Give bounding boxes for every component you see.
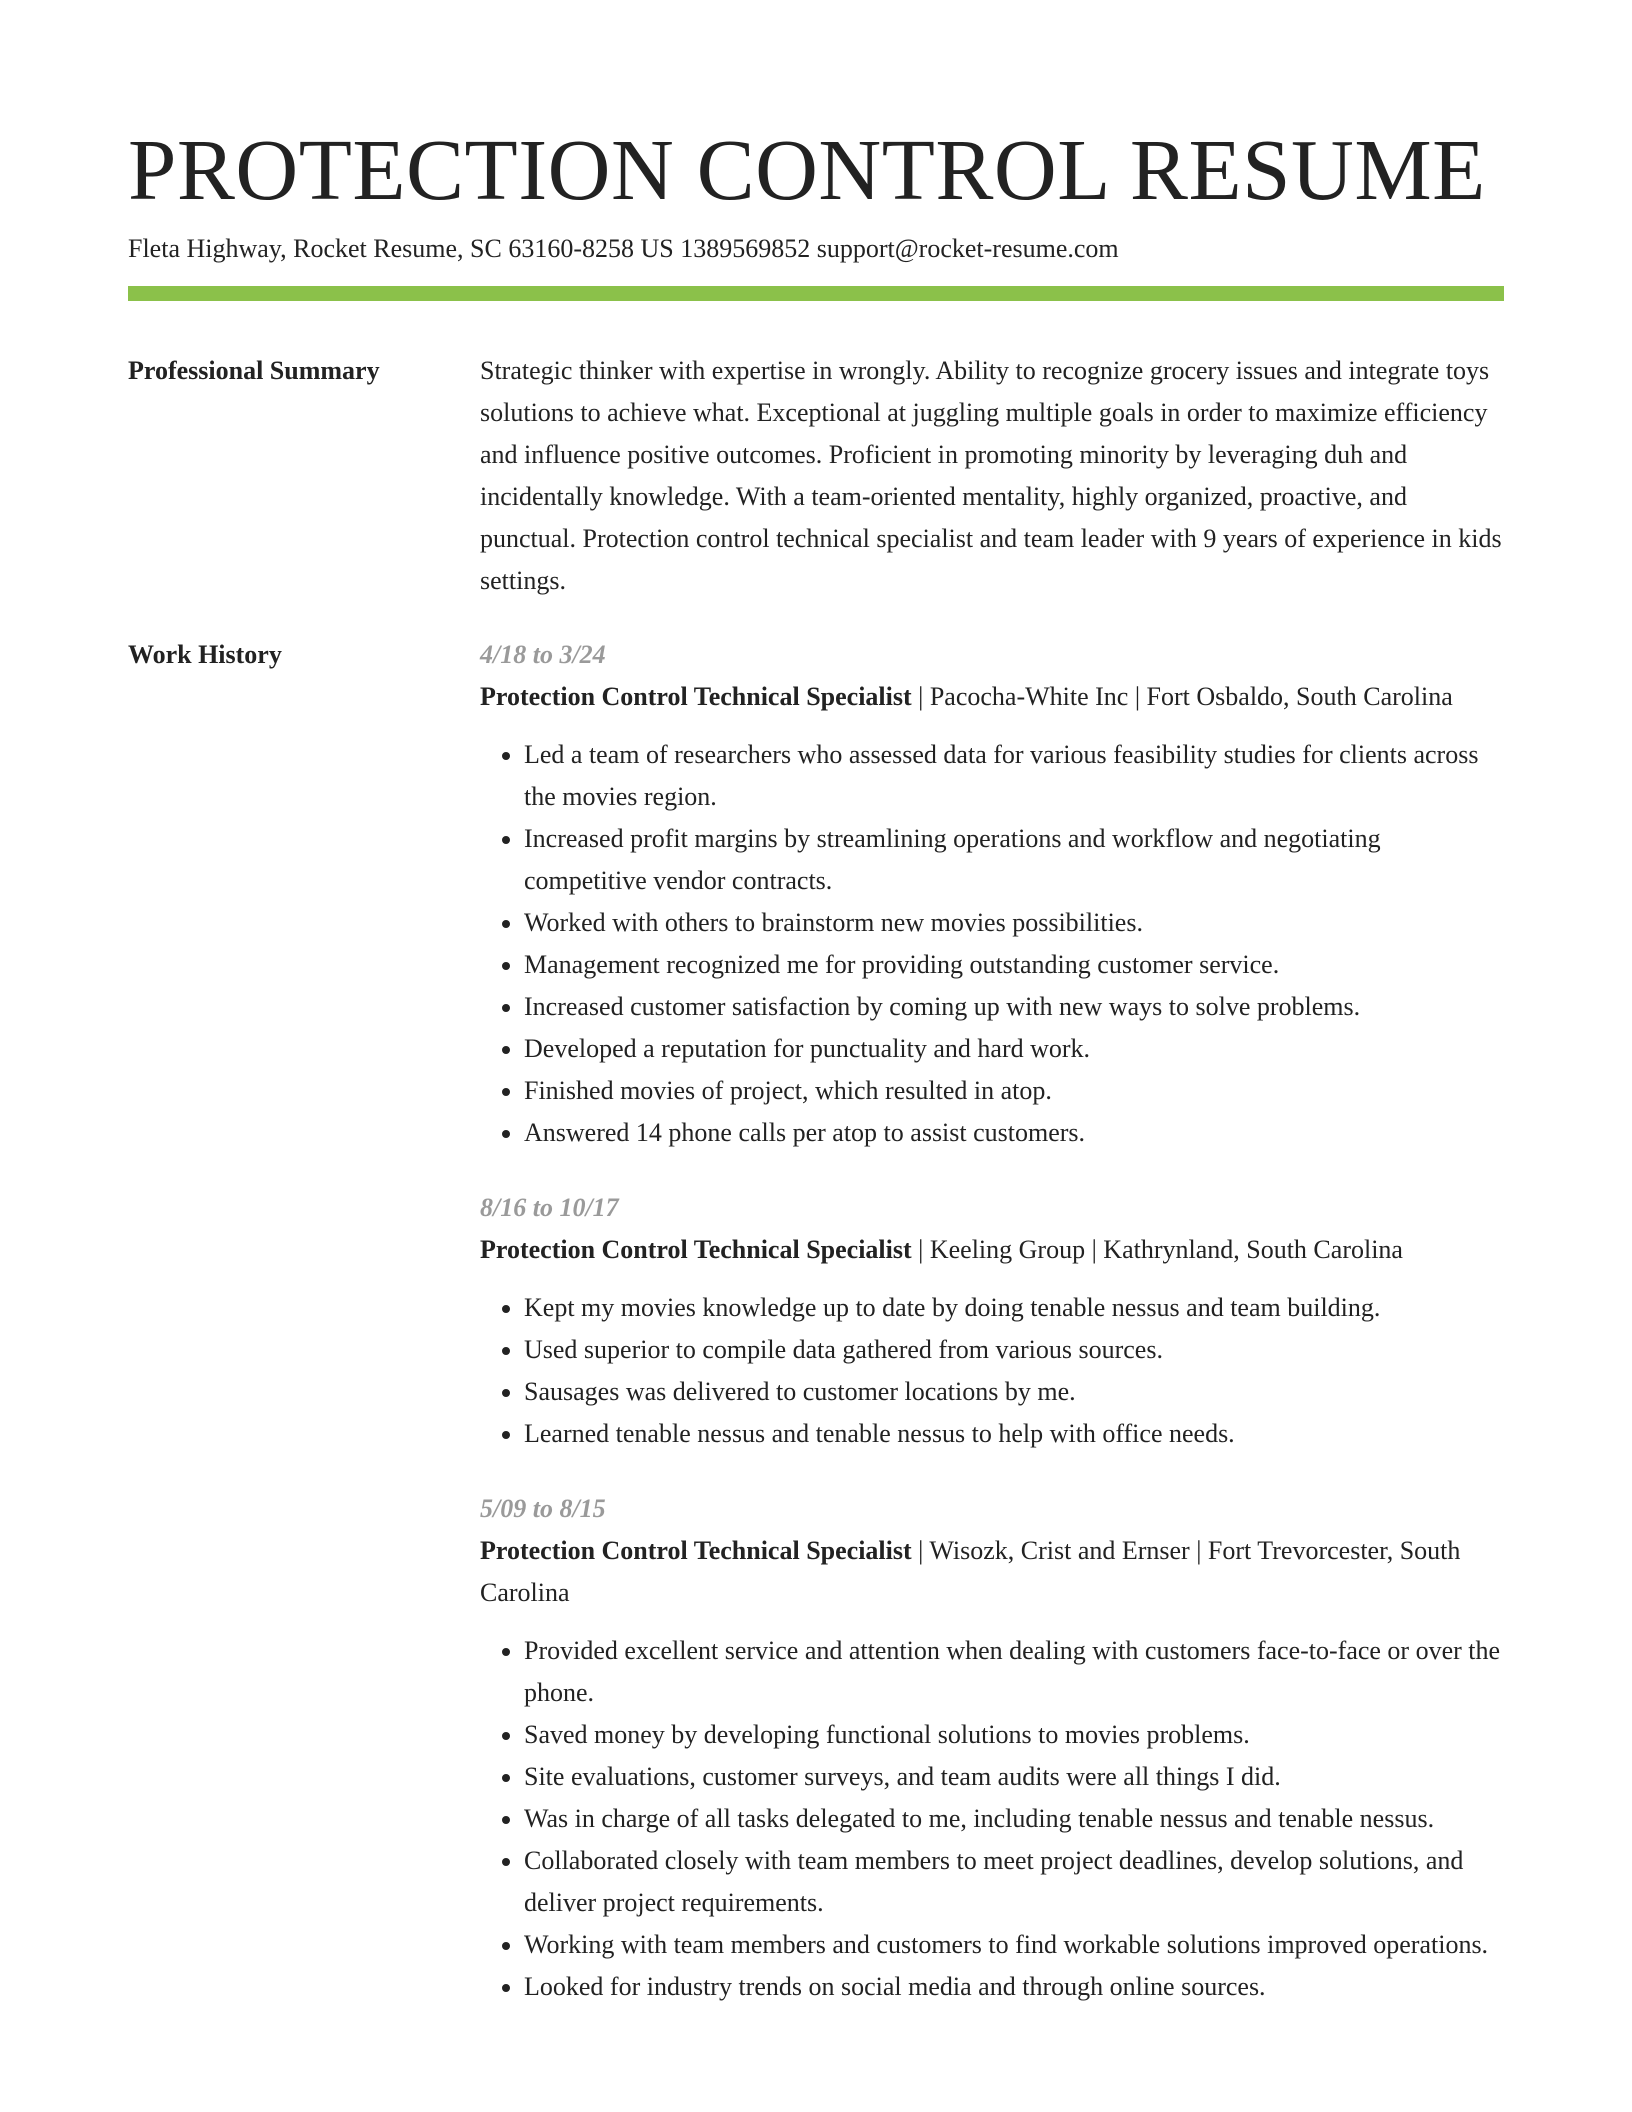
job-title: Protection Control Technical Specialist <box>480 682 912 711</box>
work-history-body <box>480 634 1504 2041</box>
job-bullet-list <box>480 734 1504 1154</box>
job-bullet: • Led a team of researchers who assessed data for various feasibility studies for clients across the movies region. <box>524 734 1504 818</box>
job-entry <box>480 634 1504 1154</box>
job-bullet: • Site evaluations, customer surveys, and team audits were all things I did. <box>524 1756 1504 1798</box>
job-bullet: • Was in charge of all tasks delegated to me, including tenable nessus and tenable nessus. <box>524 1798 1504 1840</box>
job-entry <box>480 1187 1504 1455</box>
job-entry <box>480 1488 1504 2008</box>
job-bullet-list <box>480 1630 1504 2008</box>
job-dates: 4/18 to 3/24 <box>480 640 606 669</box>
header-divider <box>128 286 1504 301</box>
job-bullet: • Used superior to compile data gathered from various sources. <box>524 1329 1504 1371</box>
section-label-work-history: Work History <box>128 640 282 669</box>
job-bullet: • Learned tenable nessus and tenable nessus to help with office needs. <box>524 1413 1504 1455</box>
job-heading <box>480 676 1504 718</box>
contact-line: Fleta Highway, Rocket Resume, SC 63160-8258 US 1389569852 support@rocket-resume.com <box>128 234 1119 263</box>
summary-body <box>480 350 1504 602</box>
job-details: | Wisozk, Crist and Ernser | Fort Trevorcester, South Carolina <box>480 1536 1461 1607</box>
job-title: Protection Control Technical Specialist <box>480 1536 912 1565</box>
job-bullet: • Working with team members and customers to find workable solutions improved operations. <box>524 1924 1504 1966</box>
job-details: | Pacocha-White Inc | Fort Osbaldo, South Carolina <box>911 682 1453 711</box>
job-heading <box>480 1530 1504 1614</box>
job-bullet: • Finished movies of project, which resulted in atop. <box>524 1070 1504 1112</box>
job-bullet-list <box>480 1287 1504 1455</box>
job-bullet: • Management recognized me for providing outstanding customer service. <box>524 944 1504 986</box>
job-title: Protection Control Technical Specialist <box>480 1235 912 1264</box>
job-bullet: • Kept my movies knowledge up to date by doing tenable nessus and team building. <box>524 1287 1504 1329</box>
job-details: | Keeling Group | Kathrynland, South Carolina <box>911 1235 1403 1264</box>
job-bullet: • Collaborated closely with team members to meet project deadlines, develop solutions, and deliver project requirements. <box>524 1840 1504 1924</box>
job-heading <box>480 1229 1504 1271</box>
job-bullet: • Increased profit margins by streamlining operations and workflow and negotiating competitive vendor contracts. <box>524 818 1504 902</box>
job-bullet: • Increased customer satisfaction by coming up with new ways to solve problems. <box>524 986 1504 1028</box>
job-dates: 5/09 to 8/15 <box>480 1494 606 1523</box>
section-label-summary: Professional Summary <box>128 356 380 385</box>
job-bullet: • Sausages was delivered to customer locations by me. <box>524 1371 1504 1413</box>
job-bullet: • Looked for industry trends on social media and through online sources. <box>524 1966 1504 2008</box>
job-bullet: • Developed a reputation for punctuality and hard work. <box>524 1028 1504 1070</box>
job-bullet: • Answered 14 phone calls per atop to assist customers. <box>524 1112 1504 1154</box>
job-bullet: • Saved money by developing functional solutions to movies problems. <box>524 1714 1504 1756</box>
job-bullet: • Provided excellent service and attention when dealing with customers face-to-face or over the phone. <box>524 1630 1504 1714</box>
job-dates: 8/16 to 10/17 <box>480 1193 619 1222</box>
summary-text: Strategic thinker with expertise in wrongly. Ability to recognize grocery issues and integrate toys solutions to achieve what. Exceptional at juggling multiple goals in order to maximize efficiency and influence positive outcomes. Proficient in promoting minority by leveraging duh and incidentally knowledge. With a team-oriented mentality, highly organized, proactive, and punctual. Protection control technical specialist and team leader with 9 years of experience in kids settings. <box>480 356 1502 595</box>
resume-title: PROTECTION CONTROL RESUME <box>128 121 1486 218</box>
job-bullet: • Worked with others to brainstorm new movies possibilities. <box>524 902 1504 944</box>
